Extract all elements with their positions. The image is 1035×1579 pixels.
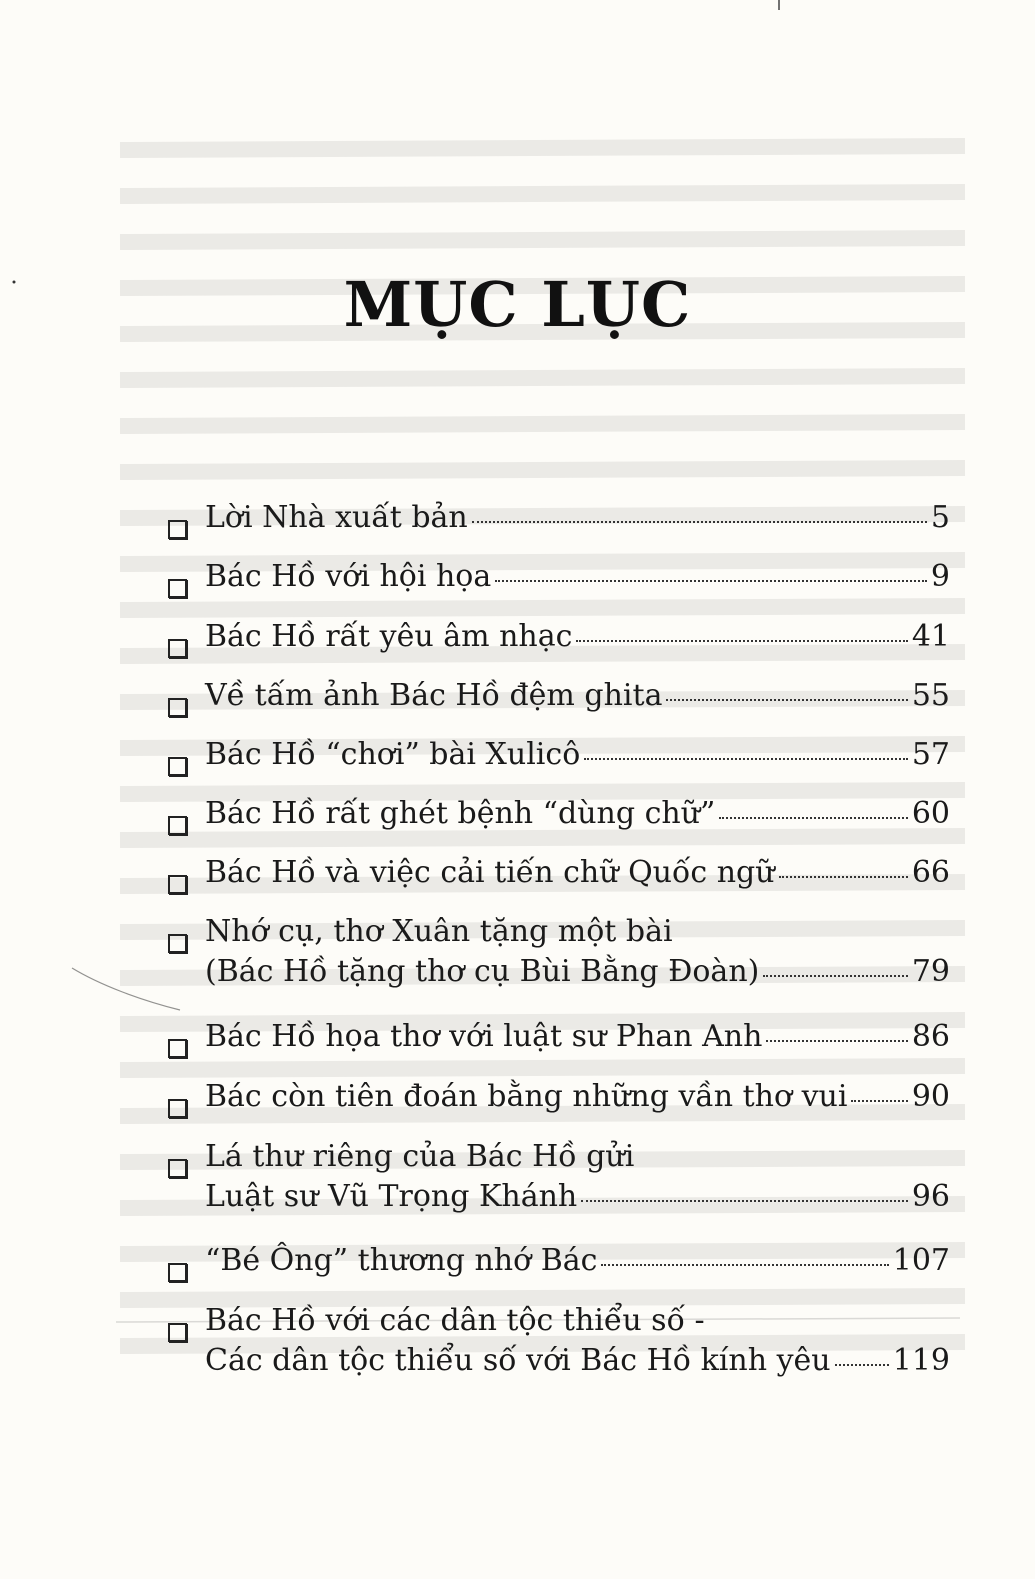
toc-entry-title: Bác Hồ và việc cải tiến chữ Quốc ngữ (205, 855, 775, 890)
toc-entry-title: Lá thư riêng của Bác Hồ gửi (205, 1139, 635, 1174)
checkbox-bullet-icon (168, 1159, 187, 1178)
toc-entry-title: Bác Hồ họa thơ với luật sư Phan Anh (205, 1019, 763, 1054)
dot-leader (666, 699, 907, 701)
toc-page-number: 79 (911, 954, 950, 989)
dot-leader (851, 1100, 907, 1102)
toc-entry-title: Về tấm ảnh Bác Hồ đệm ghita (205, 678, 663, 713)
dot-leader (472, 521, 927, 523)
toc-page-number: 41 (911, 619, 950, 654)
dot-leader (576, 640, 907, 642)
toc-entry-title: Các dân tộc thiểu số với Bác Hồ kính yêu (205, 1343, 831, 1378)
dot-leader (584, 758, 908, 760)
toc-page-number: 86 (911, 1019, 950, 1054)
checkbox-bullet-icon (168, 639, 187, 658)
toc-entry (168, 1077, 950, 1118)
dot-leader (719, 817, 907, 819)
toc-page-number: 55 (911, 678, 950, 713)
toc-entry-title: Bác Hồ rất yêu âm nhạc (205, 619, 573, 654)
toc-entry-title: Bác Hồ với hội họa (205, 559, 492, 594)
checkbox-bullet-icon (168, 698, 187, 717)
toc-entry-title: (Bác Hồ tặng thơ cụ Bùi Bằng Đoàn) (205, 954, 760, 989)
toc-entry-title: Lời Nhà xuất bản (205, 500, 468, 535)
toc-entry (168, 1241, 950, 1282)
toc-entry-title: Luật sư Vũ Trọng Khánh (205, 1179, 578, 1214)
toc-entry (168, 794, 950, 835)
toc-page-number: 119 (892, 1343, 950, 1378)
toc-page-number: 5 (930, 500, 950, 535)
checkbox-bullet-icon (168, 934, 187, 953)
toc-page-number: 96 (911, 1179, 950, 1214)
toc-entry-title: “Bé Ông” thương nhớ Bác (205, 1243, 598, 1278)
toc-entry (168, 1017, 950, 1058)
toc-entry (168, 498, 950, 539)
toc-page-number: 66 (911, 855, 950, 890)
toc-entry (168, 853, 950, 894)
checkbox-bullet-icon (168, 1099, 187, 1118)
dot-leader (779, 876, 908, 878)
toc-entry-title: Bác Hồ rất ghét bệnh “dùng chữ” (205, 796, 716, 831)
toc-entry (168, 1301, 950, 1381)
toc-entry-title: Bác Hồ “chơi” bài Xulicô (205, 737, 581, 772)
toc-entry (168, 735, 950, 776)
toc-entry (168, 557, 950, 598)
toc-page-number: 57 (911, 737, 950, 772)
toc-page-number: 107 (892, 1243, 950, 1278)
toc-entry (168, 676, 950, 717)
dot-leader (495, 580, 927, 582)
checkbox-bullet-icon (168, 520, 187, 539)
dot-leader (835, 1364, 889, 1366)
checkbox-bullet-icon (168, 816, 187, 835)
toc-entry-title: Bác Hồ với các dân tộc thiểu số - (205, 1303, 705, 1338)
checkbox-bullet-icon (168, 875, 187, 894)
checkbox-bullet-icon (168, 757, 187, 776)
checkbox-bullet-icon (168, 1039, 187, 1058)
toc-entry-title: Bác còn tiên đoán bằng những vần thơ vui (205, 1079, 848, 1114)
dot-leader (581, 1200, 908, 1202)
checkbox-bullet-icon (168, 1323, 187, 1342)
toc-page-number: 9 (930, 559, 950, 594)
checkbox-bullet-icon (168, 1263, 187, 1282)
checkbox-bullet-icon (168, 579, 187, 598)
toc-entry-title: Nhớ cụ, thơ Xuân tặng một bài (205, 914, 673, 949)
toc-entry (168, 1137, 950, 1217)
toc-page-number: 90 (911, 1079, 950, 1114)
toc-page-number: 60 (911, 796, 950, 831)
dot-leader (766, 1040, 907, 1042)
toc-entry (168, 912, 950, 992)
page-title: MỤC LỤC (343, 268, 692, 341)
dot-leader (763, 975, 907, 977)
toc-entry (168, 617, 950, 658)
dot-leader (601, 1264, 888, 1266)
